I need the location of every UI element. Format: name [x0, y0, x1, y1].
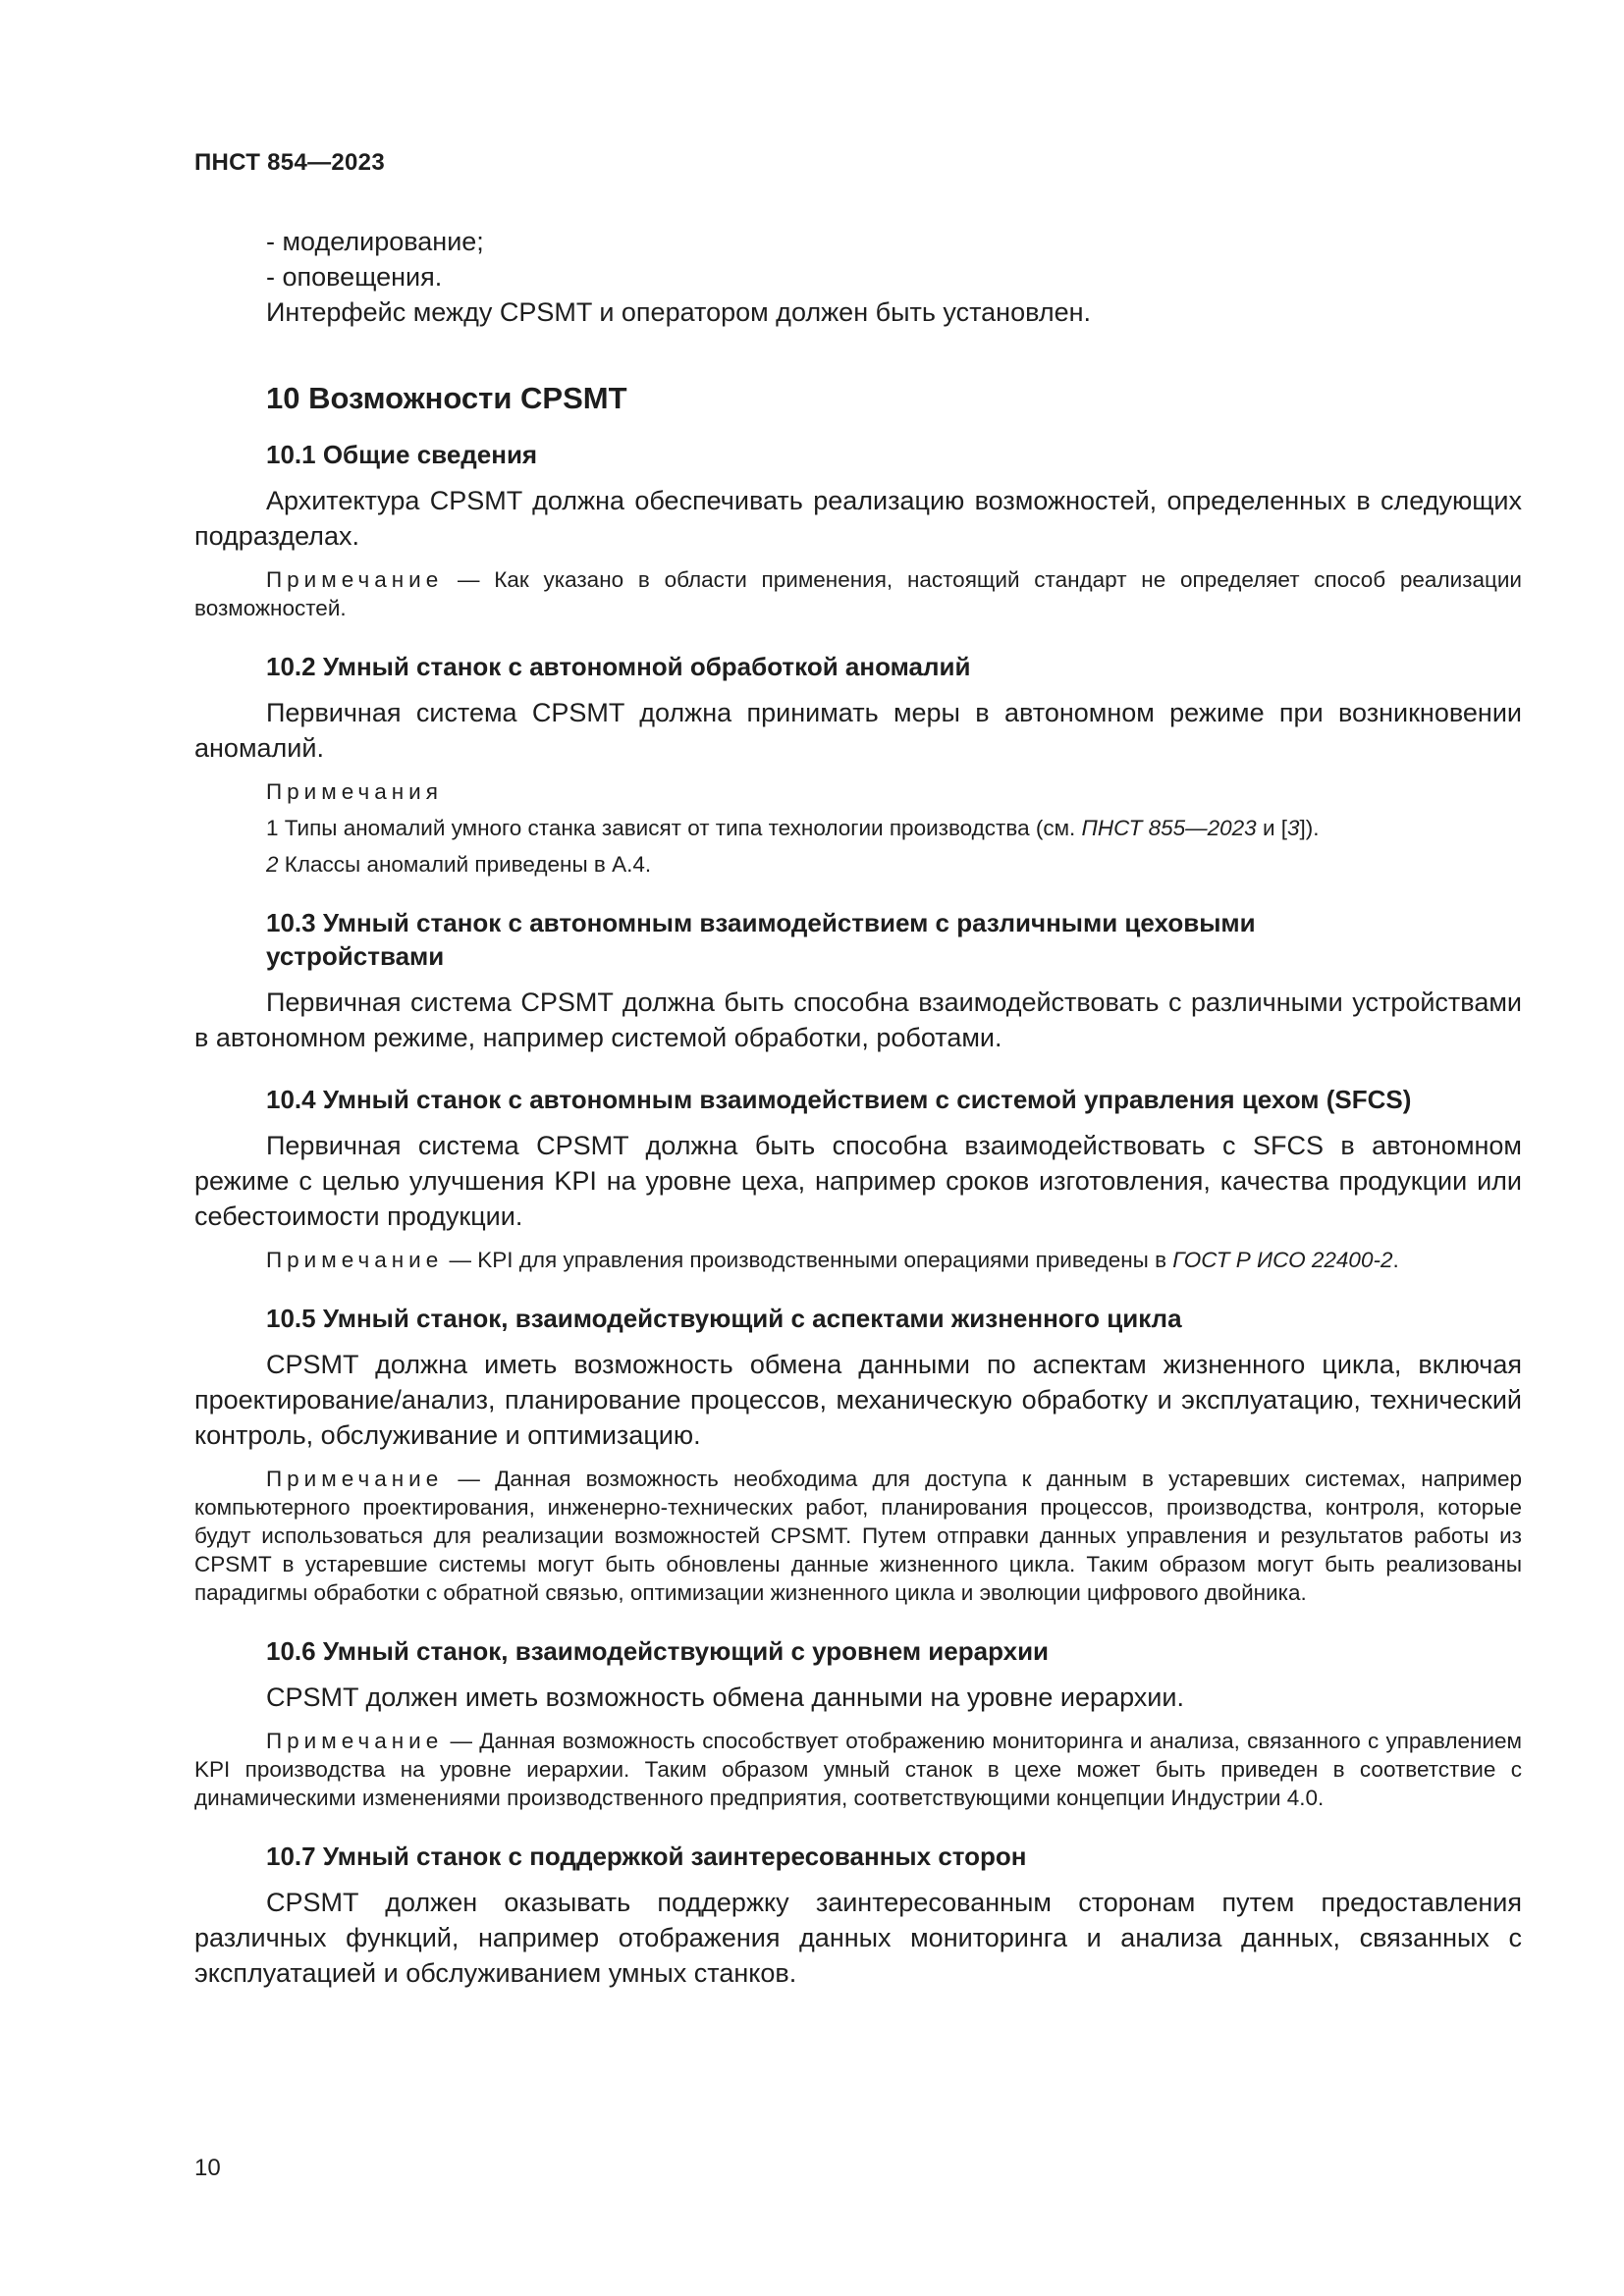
note-text: .: [1392, 1248, 1399, 1272]
note-text: и [: [1256, 816, 1288, 840]
subsection-title-10-3: [194, 906, 1522, 973]
paragraph-10-6: CPSMT должен иметь возможность обмена данными на уровне иерархии.: [266, 1682, 1184, 1712]
section-title: 10 Возможности CPSMT: [266, 381, 627, 415]
note-2-10-2: [194, 850, 1522, 879]
subsection-title-10-6: 10.6 Умный станок, взаимодействующий с уровнем иерархии: [266, 1636, 1050, 1666]
standard-reference: ГОСТ Р ИСО 22400-2: [1172, 1248, 1393, 1272]
page-content: [194, 224, 1522, 1991]
subsection-title-10-5: 10.5 Умный станок, взаимодействующий с аспектами жизненного цикла: [266, 1304, 1182, 1333]
note-text: 1 Типы аномалий умного станка зависят от типа технологии производства (см.: [266, 816, 1082, 840]
paragraph-10-7: CPSMT должен оказывать поддержку заинтересованным сторонам путем предоставления различных функций, например отображения данных мониторинга и анализа данных, связанных с эксплуатацией и обслуживанием умных станков.: [194, 1888, 1522, 1988]
note-10-1: [194, 565, 1522, 622]
note-text: — Данная возможность способствует отображению мониторинга и анализа, связанного с управлением KPI производства на уровне иерархии. Таким образом умный станок в цехе может быть приведен в соответствие с динамическими изменениями производственного предприятия, соответствующими концепции Индустрии 4.0.: [194, 1729, 1522, 1810]
intro-list: [194, 224, 1522, 294]
note-text: — Как указано в области применения, настоящий стандарт не определяет способ реализации возможностей.: [194, 567, 1522, 620]
note-text: — KPI для управления производственными операциями приведены в: [443, 1248, 1173, 1272]
bibliography-reference: 3: [1287, 816, 1300, 840]
notes-label: Примечания: [266, 779, 443, 804]
list-item: - моделирование;: [266, 227, 484, 256]
note-label: Примечание: [266, 1729, 444, 1753]
note-10-5: [194, 1465, 1522, 1607]
paragraph-10-1: Архитектура CPSMT должна обеспечивать реализацию возможностей, определенных в следующих подразделах.: [194, 486, 1522, 551]
standard-reference: ПНСТ 855—2023: [1081, 816, 1257, 840]
note-label: Примечание: [266, 1248, 444, 1272]
subsection-title-10-2: 10.2 Умный станок с автономной обработкой аномалий: [266, 652, 971, 681]
note-1-10-2: [194, 814, 1522, 842]
paragraph-10-3: Первичная система CPSMT должна быть способна взаимодействовать с различными устройствами в автономном режиме, например системой обработки, роботами.: [194, 988, 1522, 1052]
list-item: - оповещения.: [266, 262, 443, 292]
subsection-title-10-1: 10.1 Общие сведения: [266, 440, 538, 469]
subsection-title-10-7: 10.7 Умный станок с поддержкой заинтересованных сторон: [266, 1842, 1027, 1871]
paragraph-10-4: Первичная система CPSMT должна быть способна взаимодействовать с SFCS в автономном режиме с целью улучшения KPI на уровне цеха, например сроков изготовления, качества продукции или себестоимости продукции.: [194, 1131, 1522, 1231]
note-label: Примечание: [266, 567, 444, 592]
note-label: Примечание: [266, 1467, 444, 1491]
note-10-4: [194, 1246, 1522, 1274]
note-10-6: [194, 1727, 1522, 1812]
subsection-title-10-4: 10.4 Умный станок с автономным взаимодействием с системой управления цехом (SFCS): [266, 1085, 1412, 1114]
interface-paragraph: Интерфейс между CPSMT и оператором должен быть установлен.: [266, 297, 1092, 327]
page-number: 10: [194, 2155, 221, 2181]
paragraph-10-2: Первичная система CPSMT должна принимать меры в автономном режиме при возникновении аномалий.: [194, 698, 1522, 763]
title-line: устройствами: [266, 941, 445, 971]
paragraph-10-5: CPSMT должна иметь возможность обмена данными по аспектам жизненного цикла, включая проектирование/анализ, планирование процессов, механическую обработку и эксплуатацию, технический контроль, обслуживание и оптимизацию.: [194, 1350, 1522, 1450]
note-text: — Данная возможность необходима для доступа к данным в устаревших системах, например компьютерного проектирования, инженерно-технических работ, планирования процессов, производства, контроля, которые будут использоваться для реализации возможностей CPSMT. Путем отправки данных управления и результатов работы из CPSMT в устаревшие системы могут быть обновлены данные жизненного цикла. Таким образом могут быть реализованы парадигмы обработки с обратной связью, оптимизации жизненного цикла и эволюции цифрового двойника.: [194, 1467, 1522, 1605]
document-header: ПНСТ 854—2023: [194, 149, 385, 176]
note-number: 2: [266, 852, 279, 877]
title-line: 10.3 Умный станок с автономным взаимодействием с различными цеховыми: [266, 908, 1256, 937]
note-text: ]).: [1299, 816, 1320, 840]
note-text: Классы аномалий приведены в А.4.: [278, 852, 652, 877]
